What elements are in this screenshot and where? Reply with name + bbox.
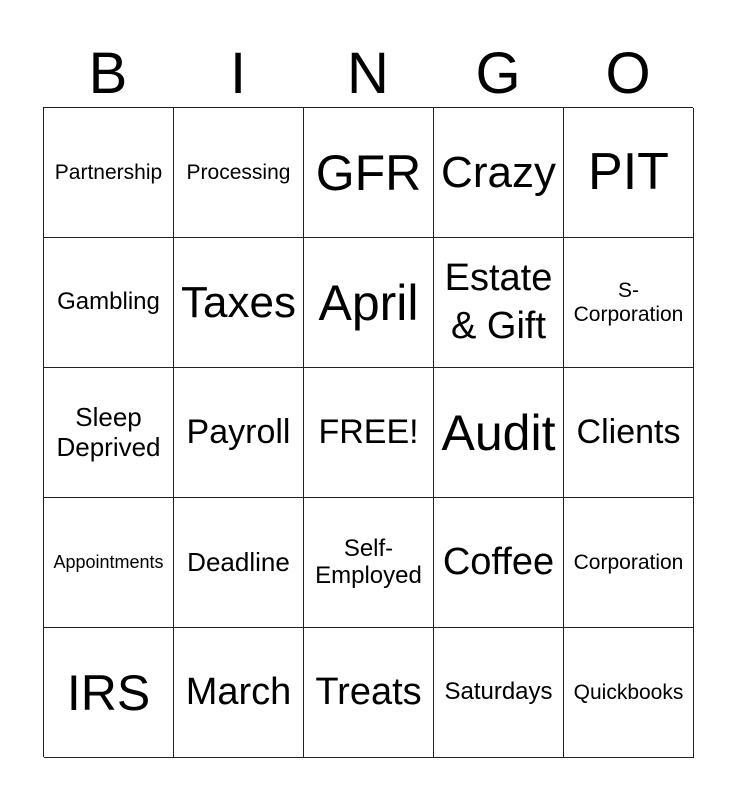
bingo-cell[interactable]: IRS [44,628,174,758]
bingo-cell[interactable]: Self-Employed [304,498,434,628]
bingo-cell[interactable]: S-Corporation [564,238,694,368]
header-letter-g: G [475,41,521,106]
bingo-cell[interactable]: PIT [564,108,694,238]
bingo-cell[interactable]: March [174,628,304,758]
bingo-cell[interactable]: Partnership [44,108,174,238]
bingo-cell[interactable]: Appointments [44,498,174,628]
bingo-cell[interactable]: Coffee [434,498,564,628]
bingo-cell[interactable]: Estate & Gift [434,238,564,368]
bingo-cell[interactable]: GFR [304,108,434,238]
header-letter-o: O [605,41,651,106]
header-letter-i: I [229,41,247,106]
bingo-cell[interactable]: Gambling [44,238,174,368]
bingo-cell-free[interactable]: FREE! [304,368,434,498]
bingo-cell[interactable]: Audit [434,368,564,498]
bingo-cell[interactable]: April [304,238,434,368]
bingo-cell[interactable]: Saturdays [434,628,564,758]
bingo-cell[interactable]: Sleep Deprived [44,368,174,498]
bingo-cell[interactable]: Corporation [564,498,694,628]
bingo-cell[interactable]: Clients [564,368,694,498]
bingo-cell[interactable]: Payroll [174,368,304,498]
bingo-cell[interactable]: Treats [304,628,434,758]
bingo-cell[interactable]: Crazy [434,108,564,238]
bingo-board [43,107,693,757]
header-letter-n: N [347,41,389,106]
bingo-cell[interactable]: Processing [174,108,304,238]
bingo-cell[interactable]: Deadline [174,498,304,628]
bingo-cell[interactable]: Quickbooks [564,628,694,758]
header-letter-b: B [88,41,128,106]
bingo-header [43,40,693,108]
bingo-cell[interactable]: Taxes [174,238,304,368]
